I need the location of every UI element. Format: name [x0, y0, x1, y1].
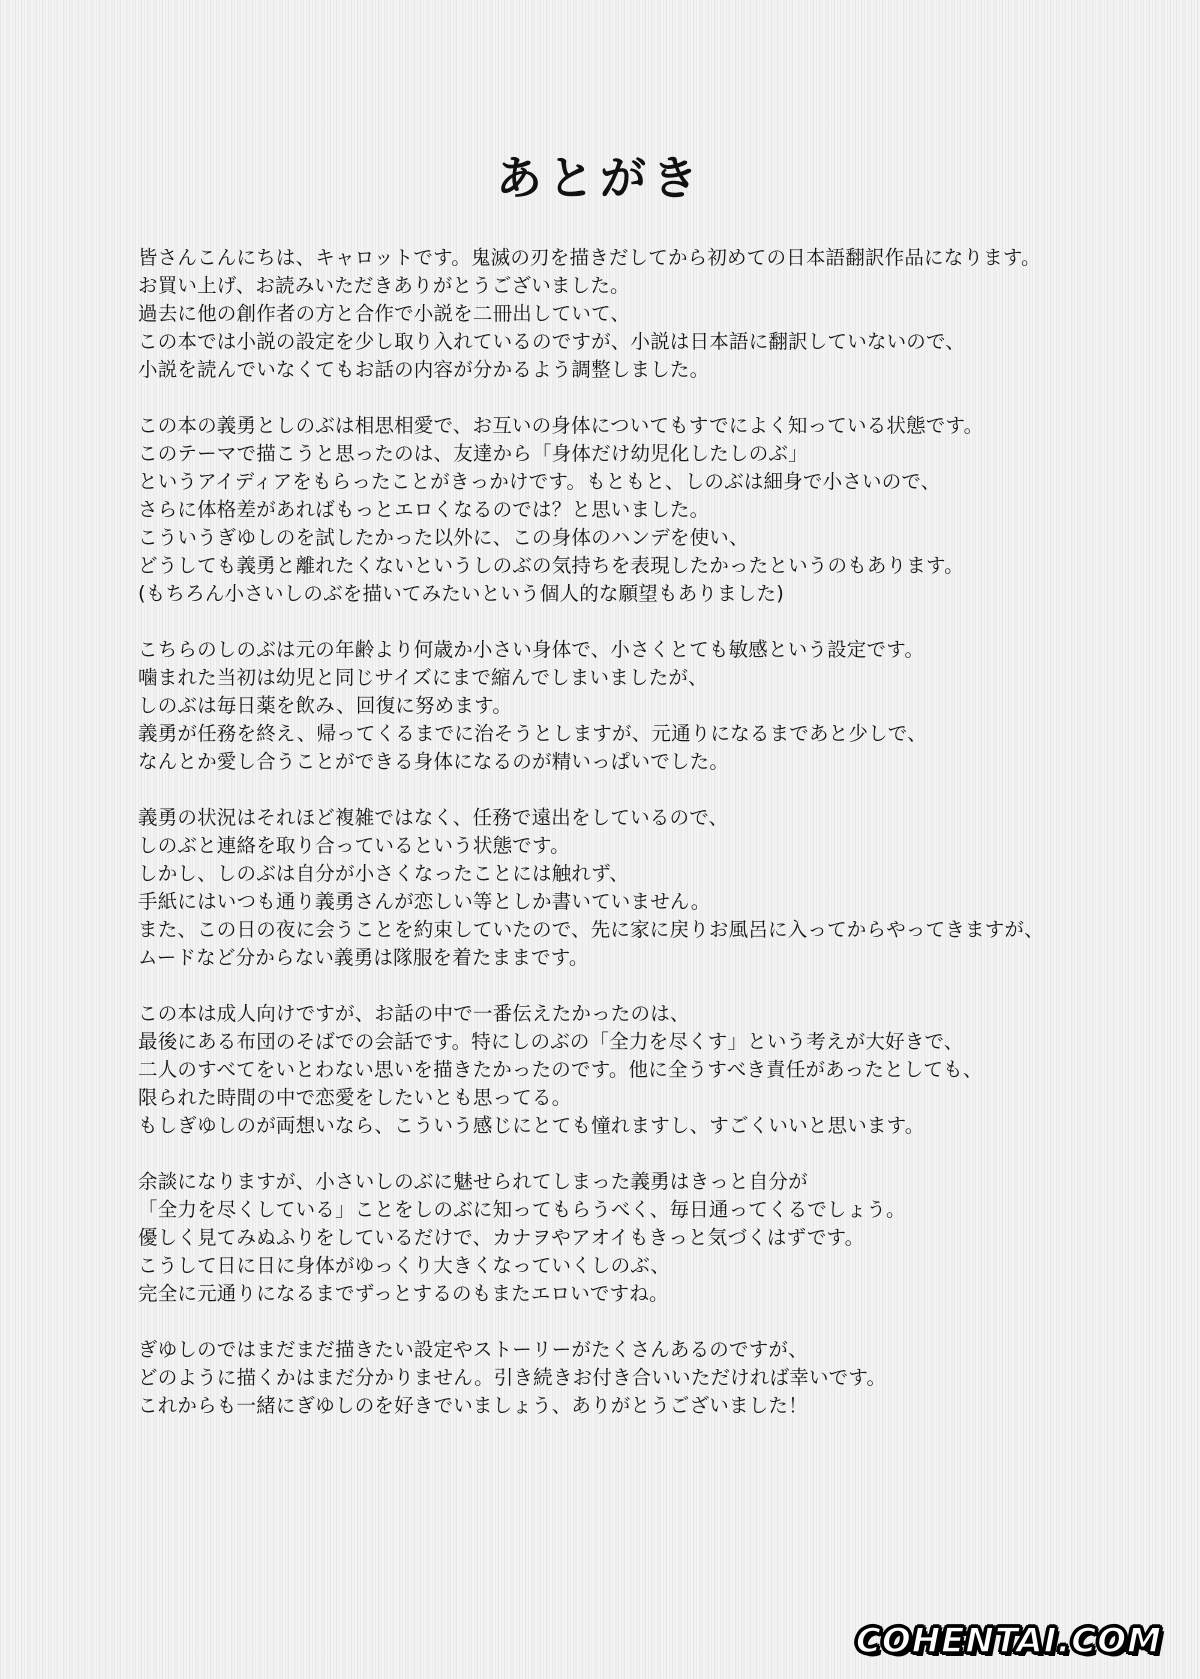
text-line: しのぶと連絡を取り合っているという状態です。 [138, 834, 570, 857]
text-line: 小説を読んでいなくてもお話の内容が分かるよう調整しました。 [138, 358, 710, 381]
text-line: 限られた時間の中で恋愛をしたいとも思ってる。 [138, 1086, 572, 1109]
paragraph-4 [138, 804, 1078, 972]
text-line: さらに体格差があればもっとエロくなるのでは？と思いました。 [138, 498, 710, 521]
afterword-body [138, 244, 1078, 1448]
paragraph-3 [138, 636, 1078, 776]
text-line: こうして日に日に身体がゆっくり大きくなっていくしのぶ、 [138, 1254, 671, 1277]
paragraph-1 [138, 244, 1078, 384]
text-line: 余談になりますが、小さいしのぶに魅せられてしまった義勇はきっと自分が [138, 1170, 808, 1193]
text-line: これからも一緒にぎゆしのを好きでいましょう、ありがとうございました！ [138, 1394, 808, 1417]
page-title: あとがき [496, 151, 704, 205]
text-line: 手紙にはいつも通り義勇さんが恋しい等としか書いていません。 [138, 890, 711, 913]
text-line: 噛まれた当初は幼児と同じサイズにまで縮んでしまいましたが、 [138, 666, 708, 689]
text-line: 「全力を尽くしている」ことをしのぶに知ってもらうべく、毎日通ってくるでしょう。 [138, 1198, 906, 1221]
text-line: 優しく見てみぬふりをしているだけで、カナヲやアオイもきっと気づくはずです。 [138, 1226, 865, 1249]
text-line: この本は成人向けですが、お話の中で一番伝えたかったのは、 [138, 1002, 690, 1025]
text-line: 義勇の状況はそれほど複雑ではなく、任務で遠出をしているので、 [138, 806, 729, 829]
text-line: もしぎゆしのが両想いなら、こういう感じにとても憧れますし、すごくいいと思います。 [138, 1114, 925, 1137]
text-line: しのぶは毎日薬を飲み、回復に努めます。 [138, 694, 512, 717]
text-line: 最後にある布団のそばでの会話です。特にしのぶの「全力を尽くす」という考えが大好きで、 [138, 1030, 964, 1053]
text-line: ぎゆしのではまだまだ描きたい設定やストーリーがたくさんあるのですが、 [138, 1338, 808, 1361]
text-line: 二人のすべてをいとわない思いを描きたかったのです。他に全うすべき責任があったとしても、 [138, 1058, 983, 1081]
paragraph-6 [138, 1168, 1078, 1308]
paragraph-5 [138, 1000, 1078, 1140]
text-line: なんとか愛し合うことができる身体になるのが精いっぱいでした。 [138, 750, 730, 773]
text-line: (もちろん小さいしのぶを描いてみたいという個人的な願望もありました) [138, 582, 785, 605]
text-line: しかし、しのぶは自分が小さくなったことには触れず、 [138, 862, 629, 885]
watermark-logo: COHENTAI.COM [855, 1621, 1162, 1661]
text-line: また、この日の夜に会うことを約束していたので、先に家に戻りお風呂に入ってからやってきますが、 [138, 918, 1044, 941]
text-line: 皆さんこんにちは、キャロットです。鬼滅の刃を描きだしてから初めての日本語翻訳作品になります。 [138, 246, 1041, 269]
text-line: どうしても義勇と離れたくないというしのぶの気持ちを表現したかったというのもあります。 [138, 554, 964, 577]
text-line: お買い上げ、お読みいただきありがとうございました。 [138, 274, 630, 297]
text-line: どのように描くかはまだ分かりません。引き続きお付き合いいただければ幸いです。 [138, 1366, 887, 1389]
text-line: 義勇が任務を終え、帰ってくるまでに治そうとしますが、元通りになるまであと少しで、 [138, 722, 927, 745]
text-line: こちらのしのぶは元の年齢より何歳か小さい身体で、小さくとても敏感という設定です。 [138, 638, 925, 661]
text-line: この本の義勇としのぶは相思相愛で、お互いの身体についてもすでによく知っている状態です。 [138, 414, 984, 437]
text-line: 過去に他の創作者の方と合作で小説を二冊出していて、 [138, 302, 631, 325]
text-line: このテーマで描こうと思ったのは、友達から「身体だけ幼児化したしのぶ」 [138, 442, 808, 465]
text-line: 完全に元通りになるまでずっとするのもまたエロいですね。 [138, 1282, 669, 1305]
text-line: というアイディアをもらったことがきっかけです。もともと、しのぶは細身で小さいので、 [138, 470, 941, 493]
paragraph-2 [138, 412, 1078, 608]
text-line: この本では小説の設定を少し取り入れているのですが、小説は日本語に翻訳していないので、 [138, 330, 966, 353]
paragraph-7 [138, 1336, 1078, 1420]
text-line: こういうぎゆしのを試したかった以外に、この身体のハンデを使い、 [138, 526, 749, 549]
text-line: ムードなど分からない義勇は隊服を着たままです。 [138, 946, 589, 969]
